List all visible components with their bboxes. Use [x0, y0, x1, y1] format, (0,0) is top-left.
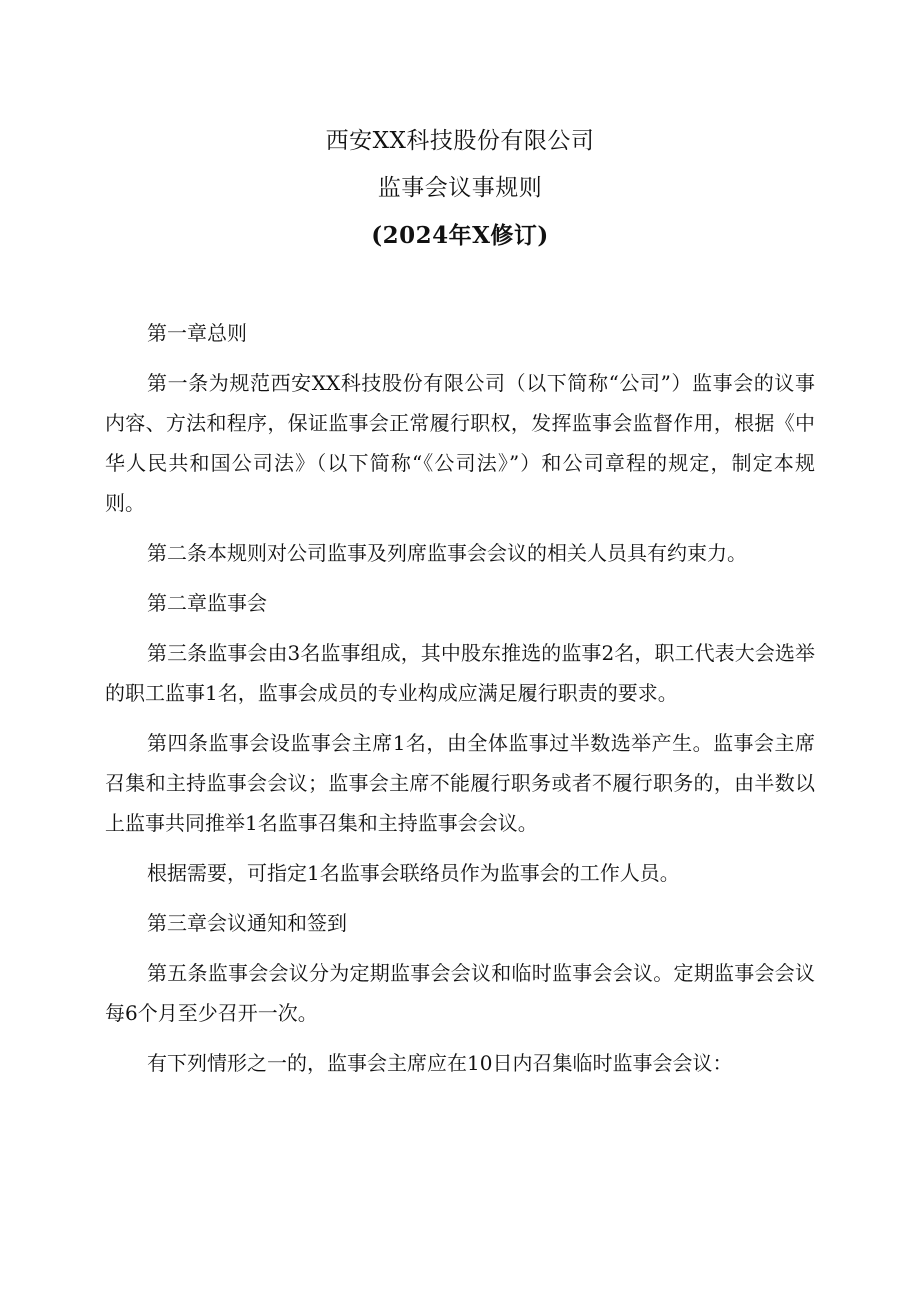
company-name: 西安XX科技股份有限公司	[325, 128, 595, 154]
article-4: 第四条监事会设监事会主席1名，由全体监事过半数选举产生。监事会主席召集和主持监事会会议；监事会主席不能履行职务或者不履行职务的，由半数以上监事共同推举1名监事召集和主持监事会会议。	[105, 731, 815, 835]
document-title-block	[0, 118, 920, 259]
chapter-heading-2: 第二章监事会	[147, 591, 267, 615]
article-5: 第五条监事会会议分为定期监事会会议和临时监事会会议。定期监事会会议每6个月至少召开一次。	[105, 961, 815, 1025]
chapter-heading-3: 第三章会议通知和签到	[147, 911, 347, 935]
article-4-supplement: 根据需要，可指定1名监事会联络员作为监事会的工作人员。	[147, 861, 680, 885]
document-title: 监事会议事规则	[377, 175, 543, 201]
chapter-heading-1: 第一章总则	[147, 321, 247, 345]
document-body	[105, 313, 815, 1093]
article-3: 第三条监事会由3名监事组成，其中股东推选的监事2名，职工代表大会选举的职工监事1名，监事会成员的专业构成应满足履行职责的要求。	[105, 641, 815, 705]
article-2: 第二条本规则对公司监事及列席监事会会议的相关人员具有约束力。	[147, 541, 747, 565]
revision-note: (2024年X修订)	[371, 222, 549, 249]
article-5-supplement: 有下列情形之一的，监事会主席应在10日内召集临时监事会会议：	[147, 1051, 733, 1075]
article-1: 第一条为规范西安XX科技股份有限公司（以下简称“公司”）监事会的议事内容、方法和程序，保证监事会正常履行职权，发挥监事会监督作用，根据《中华人民共和国公司法》（以下简称“《公司法》”）和公司章程的规定，制定本规则。	[105, 371, 815, 515]
